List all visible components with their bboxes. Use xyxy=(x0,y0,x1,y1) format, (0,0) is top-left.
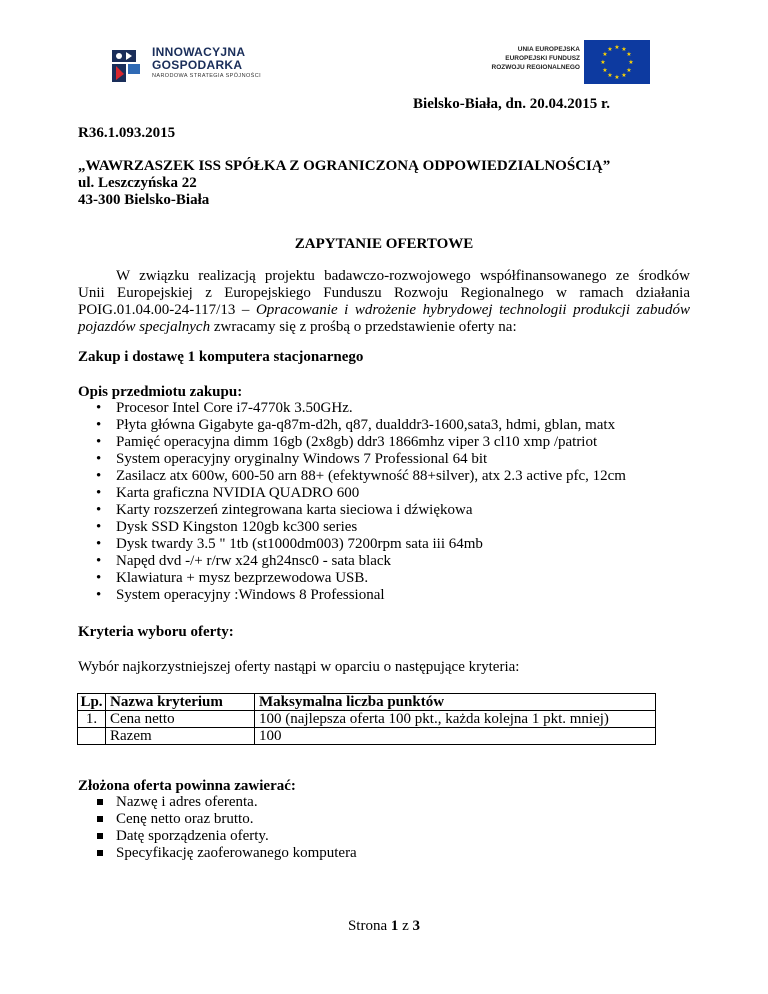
spec-item: • Karta graficzna NVIDIA QUADRO 600 xyxy=(96,485,626,502)
ig-logo-line1: INNOWACYJNA xyxy=(152,45,246,59)
intro-line4-italic: pojazdów specjalnych xyxy=(78,319,211,335)
spec-item: • Pamięć operacyjna dimm 16gb (2x8gb) ddr3 1866mhz viper 3 cl10 xmp /patriot xyxy=(96,434,626,451)
intro-line3-plain: POIG.01.04.00-24-117/13 – xyxy=(78,302,256,318)
svg-text:★: ★ xyxy=(602,67,608,74)
intro-line1: W związku realizacją projektu badawczo-rozwojowego współfinansowanego ze środków xyxy=(116,268,690,284)
innowacyjna-gospodarka-logo xyxy=(96,38,266,92)
ig-logo-line3: NARODOWA STRATEGIA SPÓJNOŚCI xyxy=(152,73,261,79)
ig-logo-line2: GOSPODARKA xyxy=(152,58,243,72)
table-header-cell: Nazwa kryterium xyxy=(106,694,255,711)
offer-heading: Złożona oferta powinna zawierać: xyxy=(78,778,296,794)
intro-paragraph xyxy=(78,268,690,336)
svg-text:★: ★ xyxy=(621,46,627,53)
svg-text:★: ★ xyxy=(614,74,620,81)
spec-item: • Napęd dvd -/+ r/rw x24 gh24nsc0 - sata black xyxy=(96,553,626,570)
criteria-table xyxy=(77,693,656,745)
spec-item: • Karty rozszerzeń zintegrowana karta sieciowa i dźwiękowa xyxy=(96,502,626,519)
svg-text:★: ★ xyxy=(602,51,608,58)
offer-requirements-list xyxy=(96,794,357,862)
table-header-row xyxy=(78,694,656,711)
recipient-name: „WAWRZASZEK ISS SPÓŁKA Z OGRANICZONĄ ODPOWIEDZIALNOŚCIĄ” xyxy=(78,158,611,174)
table-cell: 100 (najlepsza oferta 100 pkt., każda kolejna 1 pkt. mniej) xyxy=(255,711,656,728)
svg-text:★: ★ xyxy=(614,44,620,51)
criteria-intro: Wybór najkorzystniejszej oferty nastąpi w oparciu o następujące kryteria: xyxy=(78,659,520,675)
eu-logo-line2: EUROPEJSKI FUNDUSZ xyxy=(505,55,580,62)
page-footer xyxy=(0,918,768,935)
spec-item: • Płyta główna Gigabyte ga-q87m-d2h, q87, dualddr3-1600,sata3, hdmi, gblan, matx xyxy=(96,417,626,434)
table-header-cell: Lp. xyxy=(78,694,106,711)
eu-logo xyxy=(486,40,656,82)
reference-number: R36.1.093.2015 xyxy=(78,125,176,141)
table-header-cell: Maksymalna liczba punktów xyxy=(255,694,656,711)
footer-prefix: Strona xyxy=(347,918,391,934)
spec-item: • System operacyjny :Windows 8 Professional xyxy=(96,587,626,604)
svg-text:★: ★ xyxy=(621,72,627,79)
svg-text:★: ★ xyxy=(600,59,606,66)
total-pages: 3 xyxy=(412,918,421,934)
document-title: ZAPYTANIE OFERTOWE xyxy=(294,236,474,252)
footer-mid: z xyxy=(398,918,413,934)
recipient-address xyxy=(78,158,610,209)
eu-logo-line3: ROZWOJU REGIONALNEGO xyxy=(491,64,580,71)
offer-item: Cenę netto oraz brutto. xyxy=(96,811,357,828)
spec-item: • Klawiatura + mysz bezprzewodowa USB. xyxy=(96,570,626,587)
spec-item: • Procesor Intel Core i7-4770k 3.50GHz. xyxy=(96,400,626,417)
table-row xyxy=(78,711,656,728)
spec-item: • Dysk twardy 3.5 " 1tb (st1000dm003) 7200rpm sata iii 64mb xyxy=(96,536,626,553)
table-cell xyxy=(78,728,106,745)
intro-line3-italic: Opracowanie i wdrożenie hybrydowej technologii produkcji zabudów xyxy=(255,302,690,318)
svg-text:★: ★ xyxy=(626,67,632,74)
svg-text:★: ★ xyxy=(626,51,632,58)
table-row xyxy=(78,728,656,745)
table-cell: 1. xyxy=(78,711,106,728)
svg-text:★: ★ xyxy=(607,72,613,79)
ig-logo-mark-icon xyxy=(106,44,144,86)
svg-text:★: ★ xyxy=(607,46,613,53)
offer-item: Datę sporządzenia oferty. xyxy=(96,828,357,845)
description-heading: Opis przedmiotu zakupu: xyxy=(78,384,243,400)
specs-list xyxy=(96,400,626,604)
eu-logo-line1: UNIA EUROPEJSKA xyxy=(517,46,580,53)
table-cell: Razem xyxy=(106,728,255,745)
eu-flag-icon xyxy=(584,40,650,84)
document-date: Bielsko-Biała, dn. 20.04.2015 r. xyxy=(413,96,610,112)
purchase-subject: Zakup i dostawę 1 komputera stacjonarnego xyxy=(78,349,364,365)
recipient-street: ul. Leszczyńska 22 xyxy=(78,175,197,191)
offer-item: Nazwę i adres oferenta. xyxy=(96,794,357,811)
table-cell: Cena netto xyxy=(106,711,255,728)
svg-text:★: ★ xyxy=(628,59,634,66)
intro-line4-plain: zwracamy się z prośbą o przedstawienie oferty na: xyxy=(210,319,517,335)
offer-item: Specyfikację zaoferowanego komputera xyxy=(96,845,357,862)
current-page: 1 xyxy=(390,918,399,934)
table-cell: 100 xyxy=(255,728,656,745)
intro-line2: Unii Europejskiej z Europejskiego Funduszu Rozwoju Regionalnego w ramach działania xyxy=(78,285,690,301)
spec-item: • Zasilacz atx 600w, 600-50 arn 88+ (efektywność 88+silver), atx 2.3 active pfc, 12cm xyxy=(96,468,626,485)
spec-item: • System operacyjny oryginalny Windows 7 Professional 64 bit xyxy=(96,451,626,468)
spec-item: • Dysk SSD Kingston 120gb kc300 series xyxy=(96,519,626,536)
recipient-city: 43-300 Bielsko-Biała xyxy=(78,192,210,208)
criteria-heading: Kryteria wyboru oferty: xyxy=(78,624,234,640)
